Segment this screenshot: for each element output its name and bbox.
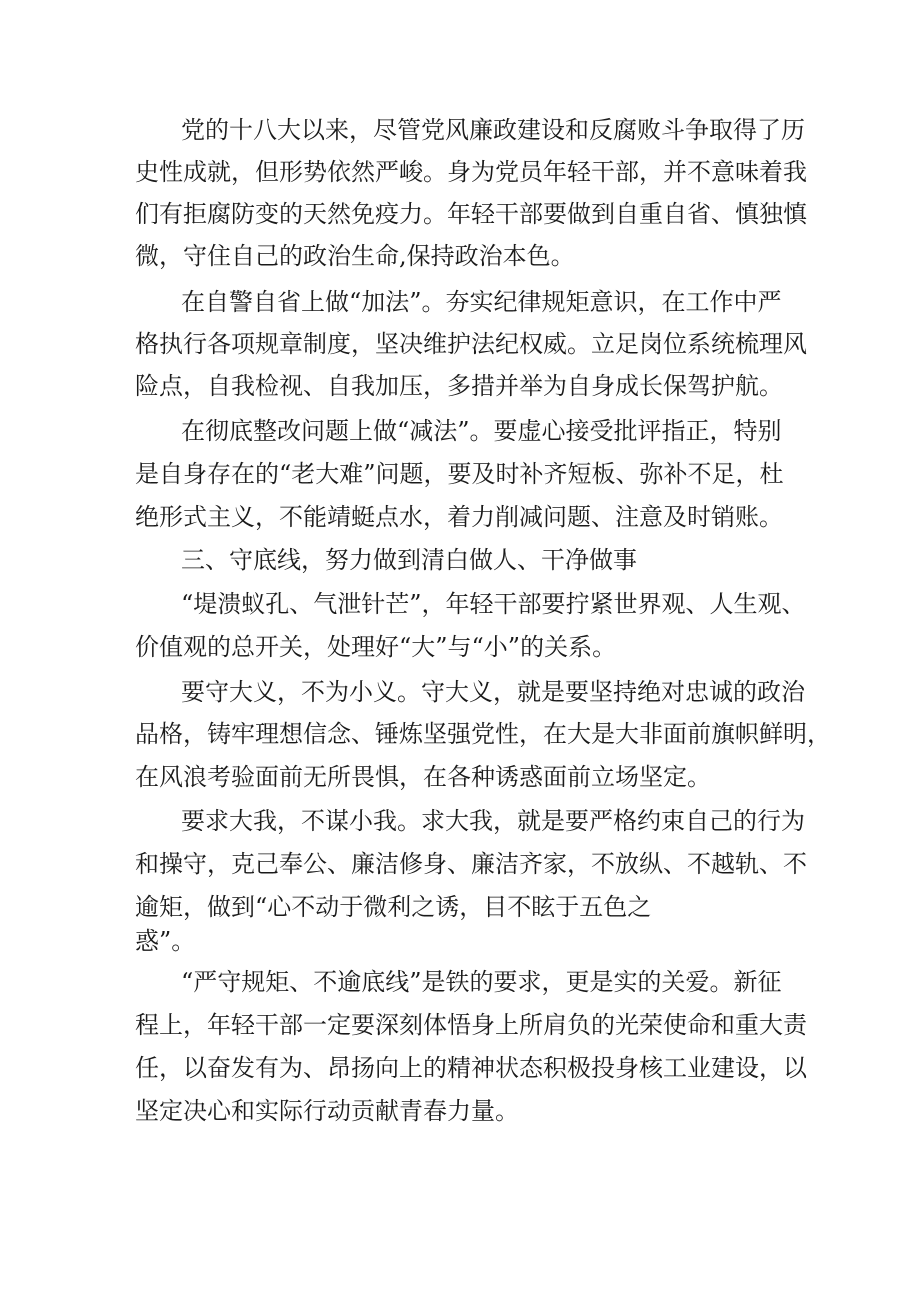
paragraph-7-line-1: “严守规矩、不逾底线”是铁的要求，更是实的关爱。新征 (181, 968, 782, 996)
paragraph-7-line-3: 任，以奋发有为、昂扬向上的精神状态积极投身核工业建设，以 (135, 1054, 807, 1082)
paragraph-1-line-2: 史性成就，但形势依然严峻。身为党员年轻干部，并不意味着我 (135, 158, 807, 186)
paragraph-6-line-3: 逾矩，做到“心不动于微利之诱，目不眩于五色之 (135, 893, 652, 921)
paragraph-6-line-1: 要求大我，不谋小我。求大我，就是要严格约束自己的行为 (181, 807, 805, 835)
paragraph-7-line-2: 程上，年轻干部一定要深刻体悟身上所肩负的光荣使命和重大责 (135, 1011, 807, 1039)
paragraph-2-line-3: 险点，自我检视、自我加压，多措并举为自身成长保驾护航。 (135, 372, 783, 400)
paragraph-3-line-1: 在彻底整改问题上做“减法”。要虚心接受批评指正，特别 (181, 417, 782, 445)
paragraph-5-line-1: 要守大义，不为小义。守大义，就是要坚持绝对忠诚的政治 (181, 678, 805, 706)
paragraph-7-line-4: 坚定决心和实际行动贡献青春力量。 (135, 1097, 519, 1125)
section-heading-3: 三、守底线，努力做到清白做人、干净做事 (181, 546, 637, 574)
paragraph-1-line-1: 党的十八大以来，尽管党风廉政建设和反腐败斗争取得了历 (181, 116, 805, 144)
paragraph-3-line-2: 是自身存在的“老大难”问题，要及时补齐短板、弥补不足，杜 (135, 460, 784, 488)
paragraph-3-line-3: 绝形式主义，不能靖蜓点水，着力削减问题、注意及时销账。 (135, 503, 783, 531)
paragraph-5-line-3: 在风浪考验面前无所畏惧，在各种诱惑面前立场坚定。 (135, 763, 711, 791)
paragraph-2-line-2: 格执行各项规章制度，坚决维护法纪权威。立足岗位系统梳理风 (135, 330, 807, 358)
paragraph-1-line-3: 们有拒腐防变的天然免疫力。年轻干部要做到自重自省、慎独慎 (135, 200, 807, 228)
paragraph-4-line-2: 价值观的总开关，处理好“大”与“小”的关系。 (135, 633, 617, 661)
paragraph-5-line-2: 品格，铸牢理想信念、锤炼坚强党性，在大是大非面前旗帜鲜明， (135, 720, 831, 748)
paragraph-1-line-4: 微，守住自己的政治生命,保持政治本色。 (135, 242, 575, 270)
paragraph-2-line-1: 在自警自省上做“加法”。夯实纪律规矩意识，在工作中严 (181, 288, 782, 316)
paragraph-6-line-2: 和操守，克己奉公、廉洁修身、廉洁齐家，不放纵、不越轨、不 (135, 850, 807, 878)
paragraph-6-line-4: 惑”。 (135, 927, 196, 955)
paragraph-4-line-1: “堤溃蚁孔、气泄针芒”，年轻干部要拧紧世界观、人生观、 (181, 590, 806, 618)
